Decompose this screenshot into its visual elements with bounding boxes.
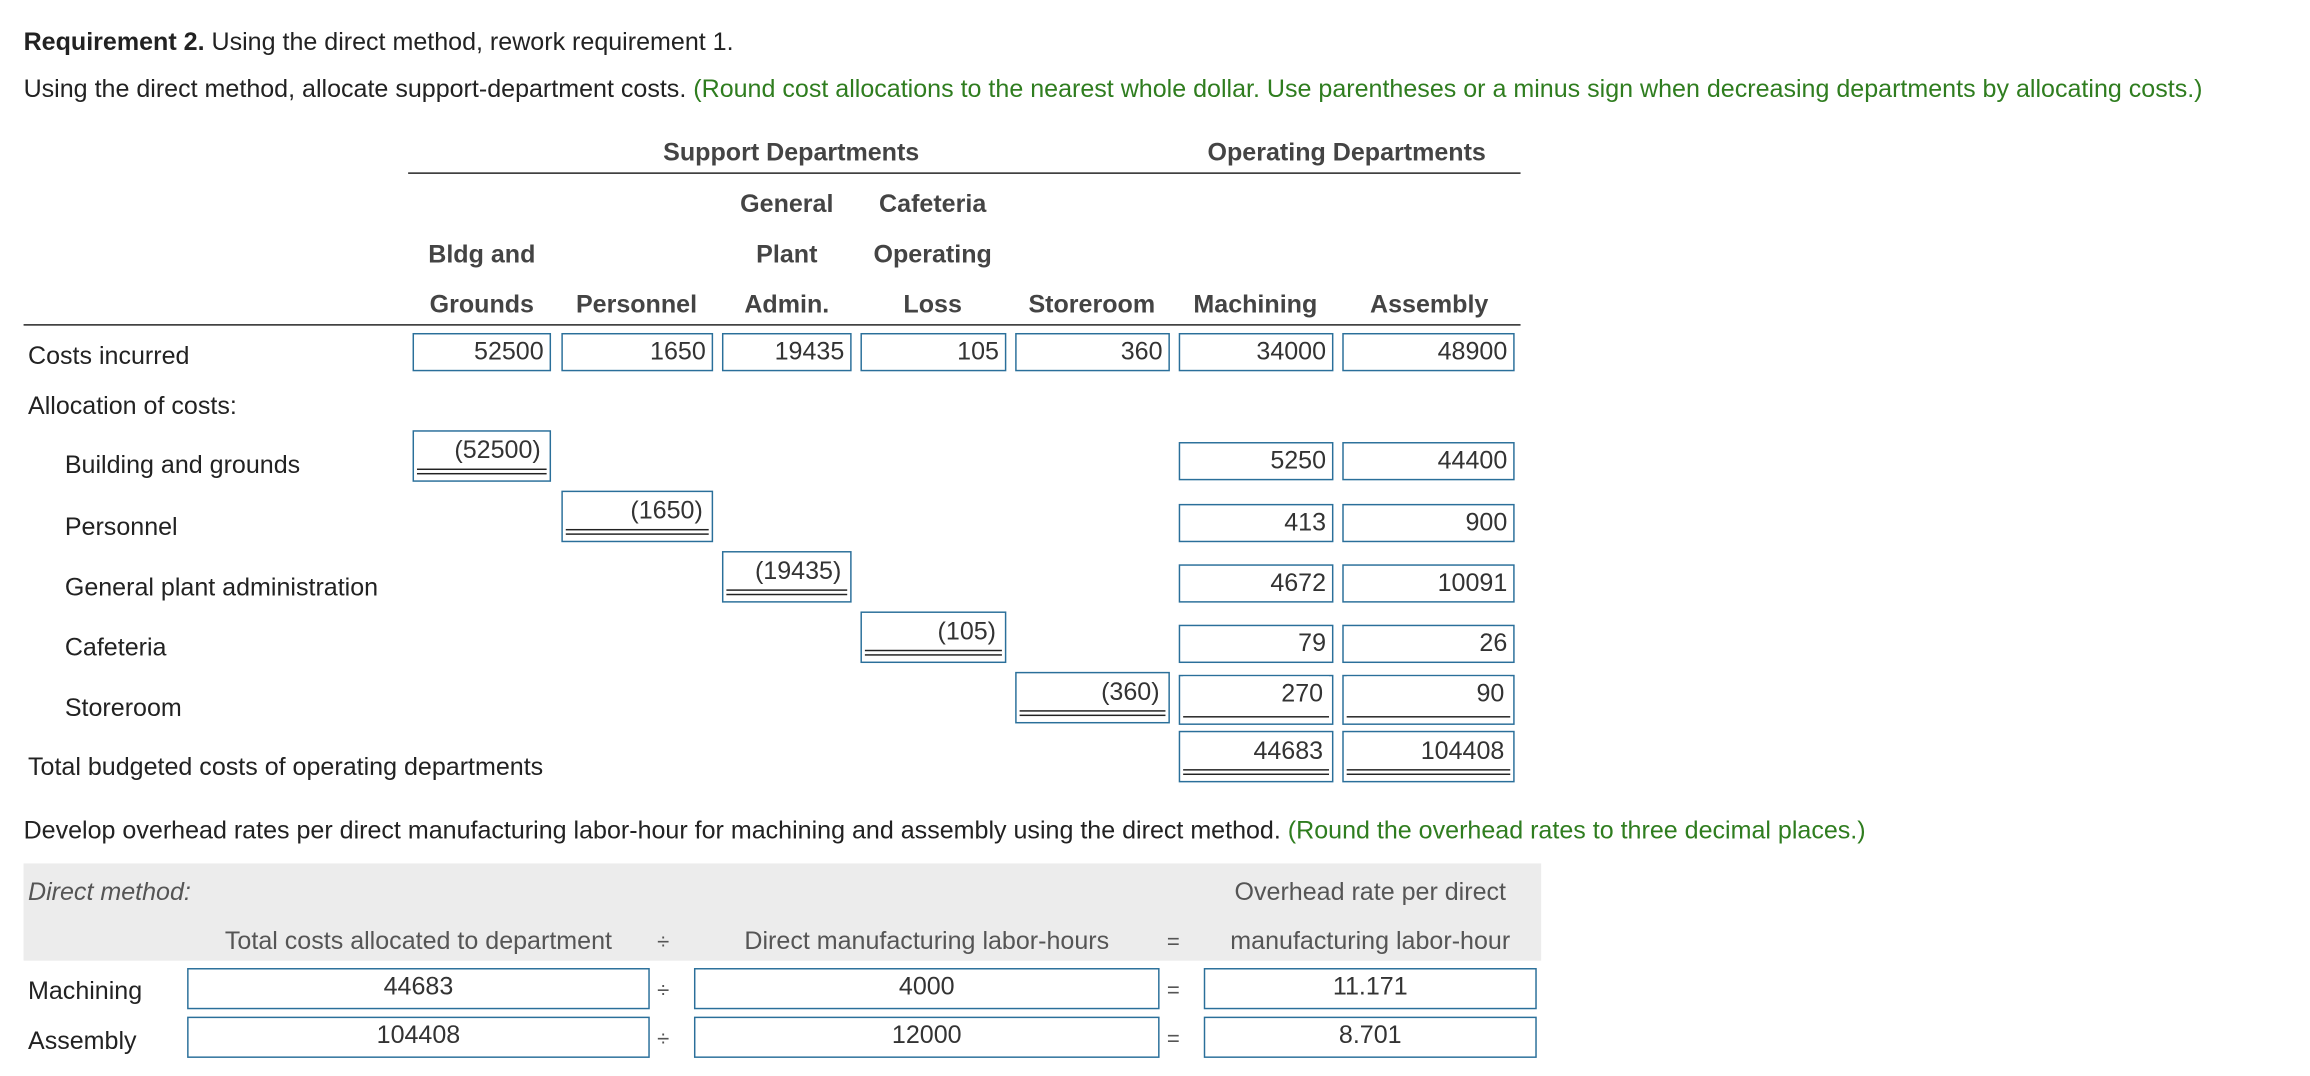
row-storeroom-label: Storeroom: [64, 693, 182, 722]
assembly-total-costs-input[interactable]: 104408: [187, 1017, 650, 1058]
divide-header-symbol: ÷: [657, 929, 670, 955]
storeroom-machining-input[interactable]: 270: [1183, 676, 1329, 717]
requirement-heading: [24, 28, 734, 57]
rates-instruction-hint: (Round the overhead rates to three decimal places.): [1287, 816, 1866, 845]
row-building-label: Building and grounds: [64, 450, 301, 479]
col-storeroom: Storeroom: [1028, 290, 1156, 319]
col-bldg-line1: Bldg and: [428, 240, 536, 269]
rate-col-header-line2: manufacturing labor-hour: [1230, 926, 1511, 955]
personnel-assembly-input[interactable]: 900: [1342, 504, 1514, 542]
machining-total-costs-input[interactable]: 44683: [187, 968, 650, 1009]
costs-cafeteria-input[interactable]: 105: [860, 333, 1006, 371]
requirement-title: Requirement 2.: [23, 27, 205, 56]
costs-storeroom-input[interactable]: 360: [1015, 333, 1170, 371]
storeroom-machining-cell: [1179, 675, 1334, 725]
row-cafeteria-label: Cafeteria: [64, 633, 167, 662]
rate-row-machining-label: Machining: [27, 976, 143, 1005]
personnel-self-cell: [561, 491, 713, 543]
costs-bldg-input[interactable]: 52500: [413, 333, 551, 371]
storeroom-self-input[interactable]: (360): [1020, 675, 1166, 716]
building-machining-input[interactable]: 5250: [1179, 442, 1334, 480]
col-personnel: Personnel: [575, 290, 698, 319]
storeroom-assembly-cell: [1342, 675, 1514, 725]
row-gpa-label: General plant administration: [64, 573, 379, 602]
requirement-text: Using the direct method, rework requirement 1.: [204, 27, 734, 56]
costs-gpa-input[interactable]: 19435: [722, 333, 852, 371]
row-personnel-label: Personnel: [64, 512, 178, 541]
column-header-rule: [24, 324, 1521, 325]
operating-departments-header: Operating Departments: [1207, 138, 1486, 167]
total-costs-col-header: Total costs allocated to department: [224, 926, 612, 955]
rates-instruction: [24, 816, 1866, 845]
personnel-self-input[interactable]: (1650): [566, 494, 709, 535]
gpa-self-cell: [722, 551, 852, 603]
allocation-of-costs-label: Allocation of costs:: [27, 391, 237, 420]
total-budgeted-label: Total budgeted costs of operating departments: [27, 752, 544, 781]
assembly-divide-symbol: ÷: [657, 1026, 670, 1053]
storeroom-self-cell: [1015, 672, 1170, 724]
storeroom-assembly-input[interactable]: 90: [1347, 676, 1511, 717]
machining-rate-input[interactable]: 11.171: [1204, 968, 1537, 1009]
col-bldg-line2: Grounds: [429, 290, 534, 319]
equals-header-symbol: =: [1166, 929, 1180, 955]
cafeteria-self-input[interactable]: (105): [865, 614, 1002, 655]
cafeteria-self-cell: [860, 611, 1006, 663]
gpa-machining-input[interactable]: 4672: [1179, 564, 1334, 602]
instruction-hint: (Round cost allocations to the nearest whole dollar. Use parentheses or a minus sign when decreasing departments by allocating costs.): [693, 75, 2203, 104]
col-gpa-line3: Admin.: [744, 290, 830, 319]
rate-row-assembly-label: Assembly: [27, 1026, 137, 1055]
costs-incurred-label: Costs incurred: [27, 341, 190, 370]
building-assembly-input[interactable]: 44400: [1342, 442, 1514, 480]
col-machining: Machining: [1193, 290, 1318, 319]
assembly-rate-input[interactable]: 8.701: [1204, 1017, 1537, 1058]
total-machining-cell: [1179, 731, 1334, 783]
gpa-assembly-input[interactable]: 10091: [1342, 564, 1514, 602]
total-machining-input[interactable]: 44683: [1183, 734, 1329, 775]
building-self-input[interactable]: (52500): [417, 433, 547, 474]
allocation-instruction: [24, 75, 2203, 104]
personnel-machining-input[interactable]: 413: [1179, 504, 1334, 542]
group-header-rule: [408, 172, 1520, 173]
cafeteria-machining-input[interactable]: 79: [1179, 625, 1334, 663]
col-gpa-line2: Plant: [756, 240, 818, 269]
total-assembly-input[interactable]: 104408: [1347, 734, 1511, 775]
col-gpa-line1: General: [740, 190, 834, 219]
rates-instruction-text: Develop overhead rates per direct manufacturing labor-hour for machining and assembly using the direct method.: [23, 816, 1288, 845]
labor-hours-col-header: Direct manufacturing labor-hours: [744, 926, 1110, 955]
rate-col-header-line1: Overhead rate per direct: [1234, 878, 1506, 907]
gpa-self-input[interactable]: (19435): [726, 554, 847, 595]
assembly-labor-hours-input[interactable]: 12000: [694, 1017, 1160, 1058]
costs-personnel-input[interactable]: 1650: [561, 333, 713, 371]
costs-machining-input[interactable]: 34000: [1179, 333, 1334, 371]
building-self-cell: [413, 430, 551, 482]
col-assembly: Assembly: [1370, 290, 1489, 319]
costs-assembly-input[interactable]: 48900: [1342, 333, 1514, 371]
col-cafeteria-line1: Cafeteria: [879, 190, 987, 219]
instruction-text: Using the direct method, allocate support-department costs.: [23, 75, 694, 104]
machining-equals-symbol: =: [1166, 978, 1180, 1004]
col-cafeteria-line3: Loss: [903, 290, 962, 319]
machining-divide-symbol: ÷: [657, 978, 670, 1004]
assembly-equals-symbol: =: [1166, 1026, 1180, 1053]
cafeteria-assembly-input[interactable]: 26: [1342, 625, 1514, 663]
total-assembly-cell: [1342, 731, 1514, 783]
col-cafeteria-line2: Operating: [873, 240, 992, 269]
support-departments-header: Support Departments: [663, 138, 920, 167]
machining-labor-hours-input[interactable]: 4000: [694, 968, 1160, 1009]
direct-method-label: Direct method:: [27, 878, 191, 907]
